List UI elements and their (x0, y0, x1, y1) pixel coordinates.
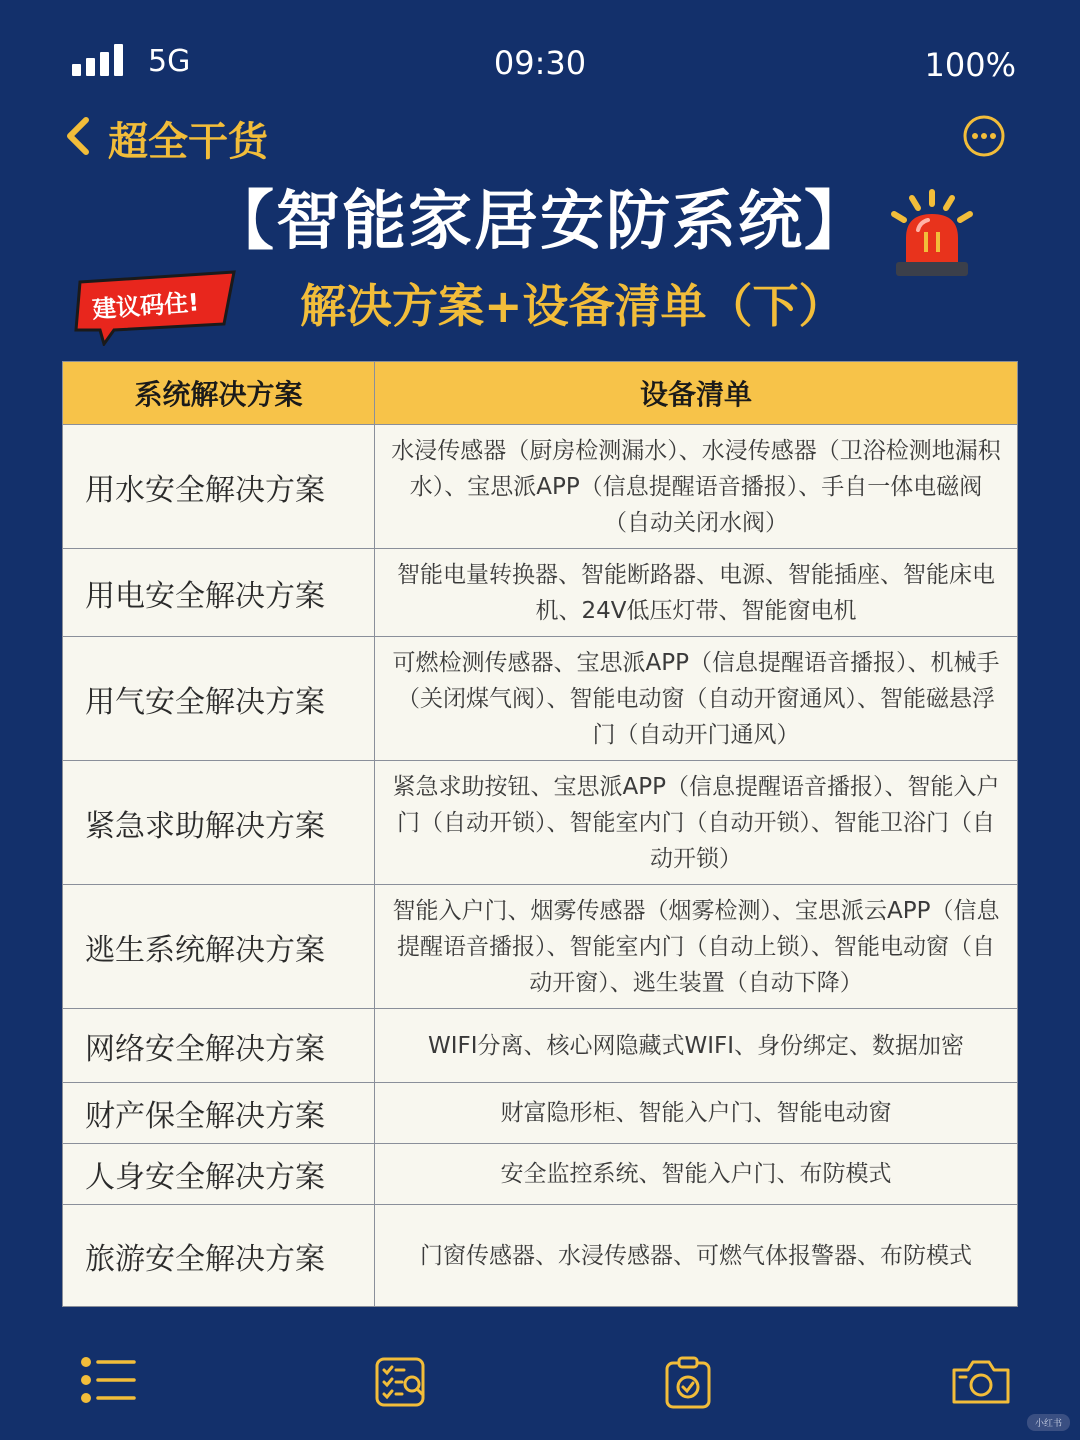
status-time: 09:30 (493, 44, 587, 82)
table-row (63, 425, 1018, 549)
table-row (63, 549, 1018, 637)
table-row (63, 637, 1018, 761)
solution-name: 财产保全解决方案 (63, 1083, 375, 1144)
device-list: 安全监控系统、智能入户门、布防模式 (375, 1144, 1018, 1205)
clipboard-check-icon[interactable] (664, 1356, 712, 1414)
camera-icon[interactable] (950, 1356, 1012, 1410)
device-list: 智能电量转换器、智能断路器、电源、智能插座、智能床电机、24V低压灯带、智能窗电机 (375, 549, 1018, 637)
table-row (63, 1144, 1018, 1205)
list-icon[interactable] (80, 1356, 138, 1408)
solution-name: 人身安全解决方案 (63, 1144, 375, 1205)
sticker-text: 建议码住! (91, 288, 200, 324)
solution-name: 逃生系统解决方案 (63, 885, 375, 1009)
checklist-search-icon[interactable] (374, 1356, 428, 1412)
battery-level: 100% (924, 46, 1016, 84)
device-list: 门窗传感器、水浸传感器、可燃气体报警器、布防模式 (375, 1205, 1018, 1307)
device-list: 可燃检测传感器、宝思派APP（信息提醒语音播报）、机械手（关闭煤气阀）、智能电动窗（自动开窗通风）、智能磁悬浮门（自动开门通风） (375, 637, 1018, 761)
nav-bar (0, 104, 1080, 168)
status-bar (0, 38, 1080, 92)
device-list: 紧急求助按钮、宝思派APP（信息提醒语音播报）、智能入户门（自动开锁）、智能室内门（自动开锁）、智能卫浴门（自动开锁） (375, 761, 1018, 885)
table-row (63, 1009, 1018, 1083)
table-header-row (63, 362, 1018, 425)
column-header-solution: 系统解决方案 (63, 362, 375, 425)
device-list: 财富隐形柜、智能入户门、智能电动窗 (375, 1083, 1018, 1144)
table-row (63, 885, 1018, 1009)
table-row (63, 761, 1018, 885)
device-list: WIFI分离、核心网隐藏式WIFI、身份绑定、数据加密 (375, 1009, 1018, 1083)
table-row (63, 1083, 1018, 1144)
solution-name: 网络安全解决方案 (63, 1009, 375, 1083)
page-subtitle: 解决方案+设备清单（下） (300, 279, 845, 333)
solution-name: 用气安全解决方案 (63, 637, 375, 761)
nav-title: 超全干货 (108, 119, 268, 165)
solution-name: 用水安全解决方案 (63, 425, 375, 549)
device-list: 水浸传感器（厨房检测漏水）、水浸传感器（卫浴检测地漏积水）、宝思派APP（信息提醒语音播报）、手自一体电磁阀（自动关闭水阀） (375, 425, 1018, 549)
solution-name: 旅游安全解决方案 (63, 1205, 375, 1307)
more-horizontal-icon[interactable] (962, 114, 1006, 162)
solution-name: 紧急求助解决方案 (63, 761, 375, 885)
solution-name: 用电安全解决方案 (63, 549, 375, 637)
page-title: 【智能家居安防系统】 (210, 185, 870, 259)
chevron-left-icon[interactable] (64, 116, 92, 160)
bottom-nav (0, 1356, 1080, 1420)
network-type: 5G (148, 44, 191, 79)
siren-alarm-icon (884, 186, 980, 290)
watermark: 小红书 (1027, 1414, 1070, 1431)
device-list: 智能入户门、烟雾传感器（烟雾检测）、宝思派云APP（信息提醒语音播报）、智能室内门（自动上锁）、智能电动窗（自动开窗）、逃生装置（自动下降） (375, 885, 1018, 1009)
column-header-devices: 设备清单 (375, 362, 1018, 425)
table-row (63, 1205, 1018, 1307)
solution-table (62, 361, 1018, 1307)
